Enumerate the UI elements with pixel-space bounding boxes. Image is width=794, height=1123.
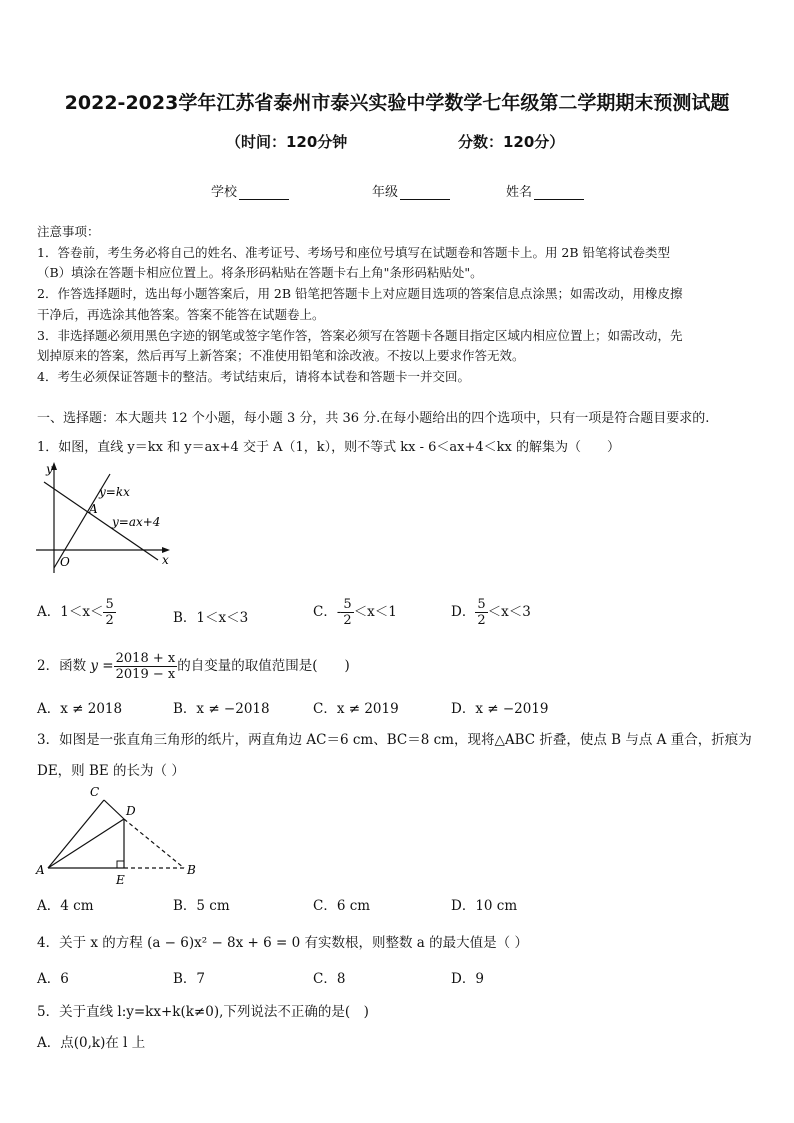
q1-label-o: O [60,555,70,569]
q4-option-c[interactable]: C．8 [313,971,346,987]
q4-option-b[interactable]: B．7 [173,971,206,987]
q3-label-b: B [187,863,196,877]
q4-option-a[interactable]: A．6 [37,971,69,987]
notice-4: 4．考生必须保证答题卡的整洁。考试结束后，请将本试卷和答题卡一并交回。 [37,369,470,384]
q3-option-b[interactable]: B．5 cm [173,898,230,914]
q3-label-d: D [126,804,136,818]
q3-option-c[interactable]: C．6 cm [313,898,371,914]
q3-side-cd [104,800,124,819]
q3-stem-line2: DE，则 BE 的长为（ ） [37,763,185,779]
notice-1b: （B）填涂在答题卡相应位置上。将条形码粘贴在答题卡右上角"条形码粘贴处"。 [37,265,483,280]
q1-label-x: x [162,553,169,567]
notice-1a: 1．答卷前，考生务必将自己的姓名、准考证号、考场号和座位号填写在试题卷和答题卡上。用 2B 铅笔将试卷类型 [37,245,671,260]
q4-stem: 4．关于 x 的方程 (a − 6)x² − 8x + 6 = 0 有实数根，则整数 a 的最大值是（ ） [37,935,528,951]
exam-score: 分数：120分） [458,133,565,151]
q3-label-a: A [36,863,45,877]
q1-label-a: A [89,502,98,516]
notice-3b: 划掉原来的答案，然后再写上新答案；不准使用铅笔和涂改液。不按以上要求作答无效。 [37,348,525,363]
notice-heading: 注意事项： [37,224,100,239]
q3-option-d[interactable]: D．10 cm [451,898,518,914]
q2-option-b[interactable]: B．x ≠ −2018 [173,701,270,717]
q1-option-c[interactable]: C．- $\frac{5}{2}$ ＜x＜1 [313,597,397,628]
q3-figure [32,780,212,888]
q1-stem: 1．如图，直线 y＝kx 和 y＝ax+4 交于 A（1，k），则不等式 kx - 6＜ax+4＜kx 的解集为（ ） [37,440,620,455]
q1-option-d[interactable]: D． $\frac{5}{2}$ ＜x＜3 [451,597,531,628]
q2-stem: 2．函数 y = $\frac{2018 + x}{2019 - x}$ 的自变量的取值范围是( ) [37,651,350,682]
q2-option-a[interactable]: A．x ≠ 2018 [37,701,123,717]
q1-option-b[interactable]: B．1＜x＜3 [173,610,249,626]
q5-option-a[interactable]: A．点(0,k)在 l 上 [37,1035,146,1051]
q2-option-c[interactable]: C．x ≠ 2019 [313,701,399,717]
q3-label-e: E [116,873,125,887]
grade-field: 年级 [372,181,450,200]
notice-3a: 3．非选择题必须用黑色字迹的钢笔或签字笔作答，答案必须写在答题卡各题目指定区域内相应位置上；如需改动，先 [37,328,683,343]
q1-option-a[interactable]: A．1＜x＜ $\frac{5}{2}$ [37,597,114,628]
q2-option-d[interactable]: D．x ≠ −2019 [451,701,549,717]
name-field: 姓名 [506,181,584,200]
notice-2a: 2．作答选择题时，选出每小题答案后，用 2B 铅笔把答题卡上对应题目选项的答案信息点涂黑；如需改动，用橡皮擦 [37,286,683,301]
school-field: 学校 [211,181,289,200]
notice-2b: 干净后，再选涂其他答案。答案不能答在试题卷上。 [37,307,325,322]
q3-right-angle-mark [117,861,124,868]
section-heading: 一、选择题：本大题共 12 个小题，每小题 3 分，共 36 分.在每小题给出的四个选项中，只有一项是符合题目要求的. [37,411,710,426]
q1-label-y: y [46,462,53,476]
q3-stem-line1: 3．如图是一张直角三角形的纸片，两直角边 AC＝6 cm、BC＝8 cm，现将△ABC 折叠，使点 B 与点 A 重合，折痕为 [37,732,752,748]
q1-label-ax4: y=ax+4 [112,515,161,529]
q5-stem: 5．关于直线 l:y=kx+k(k≠0),下列说法不正确的是( ) [37,1004,369,1020]
q3-segment-ad [48,819,124,868]
q4-option-d[interactable]: D．9 [451,971,484,987]
q3-side-ac [48,800,104,868]
q3-label-c: C [90,785,100,799]
q1-figure [30,460,180,578]
page-title: 2022-2023学年江苏省泰州市泰兴实验中学数学七年级第二学期期末预测试题 [64,92,730,114]
q3-option-a[interactable]: A．4 cm [37,898,94,914]
exam-time: （时间：120分钟 [226,133,348,151]
q3-side-db [124,819,184,868]
q1-label-kx: y=kx [99,485,130,499]
